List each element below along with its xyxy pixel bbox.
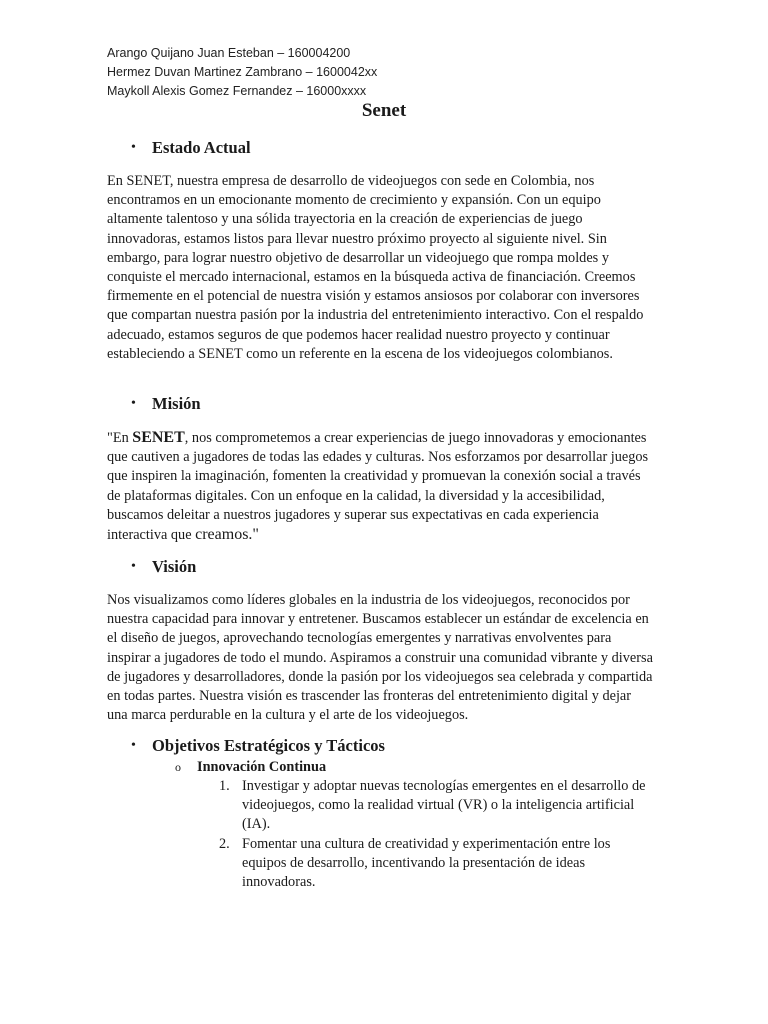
author-list (107, 44, 377, 101)
list-text: Investigar y adoptar nuevas tecnologías emergentes en el desarrollo de videojuegos, como la realidad virtual (VR) o la inteligencia artificial (IA). (242, 778, 646, 833)
brand-name: SENET (132, 429, 185, 446)
list-item (107, 835, 655, 893)
subsection-heading (107, 758, 655, 777)
list-text: Fomentar una cultura de creatividad y experimentación entre los equipos de desarrollo, incentivando la presentación de ideas innovadoras. (242, 835, 611, 891)
bullet-icon: • (131, 738, 136, 753)
list-number: 1. (219, 778, 230, 794)
bullet-icon: • (131, 140, 136, 155)
section-vision (107, 557, 655, 725)
author-line: Maykoll Alexis Gomez Fernandez – 16000xxxx (107, 84, 367, 98)
circle-bullet-icon: o (175, 760, 181, 774)
document-title: Senet (361, 100, 407, 121)
section-paragraph (107, 428, 655, 545)
section-heading (107, 736, 655, 756)
paragraph-ending: creamos." (195, 526, 259, 544)
list-item (107, 777, 655, 835)
list-number: 2. (219, 835, 230, 852)
section-objetivos (107, 736, 655, 892)
quote-prefix: "En (107, 430, 133, 446)
paragraph-body: , nos comprometemos a crear experiencias de juego innovadoras y emocionantes que cautiven a jugadores de todas las edades y culturas. Nos esforzamos por desarrollar juegos que inspiren la imaginación, fomenten la creatividad y promuevan la conexión social a través de plataformas digitales. Con un enfoque en la calidad, la diversidad y la accesibilidad, buscamos deleitar a nuestros jugadores y superar sus expectativas en cada experiencia interactiva que (107, 430, 649, 544)
heading-text: Misión (152, 394, 201, 413)
heading-text: Estado Actual (152, 138, 251, 157)
section-heading (107, 557, 655, 577)
author-line: Arango Quijano Juan Esteban – 160004200 (107, 46, 351, 60)
subheading-text: Innovación Continua (197, 759, 327, 775)
section-paragraph: Nos visualizamos como líderes globales en la industria de los videojuegos, reconocidos por nuestra capacidad para innovar y entretener. Buscamos establecer un estándar de excelencia en el diseño de juegos, aprovechando tecnologías emergentes y narrativas envolventes para inspirar a jugadores de todo el mundo. Aspiramos a construir una comunidad vibrante y diversa de jugadores y desarrolladores, donde la pasión por los videojuegos sea celebrada y compartida en todas partes. Nuestra visión es trascender las fronteras del entretenimiento digital y dejar una marca perdurable en la cultura y el arte de los videojuegos. (107, 592, 653, 724)
section-mision (107, 394, 655, 545)
bullet-icon: • (131, 396, 136, 411)
section-heading (107, 138, 655, 158)
heading-text: Visión (152, 557, 197, 576)
section-paragraph: En SENET, nuestra empresa de desarrollo de videojuegos con sede en Colombia, nos encontramos en un emocionante momento de crecimiento y expansión. Con un equipo altamente talentoso y una sólida trayectoria en la creación de experiencias de juego innovadoras, estamos listos para llevar nuestro próximo proyecto al siguiente nivel. Sin embargo, para lograr nuestro objetivo de desarrollar un videojuego que rompa moldes y conquiste el mercado internacional, estamos en la búsqueda activa de financiación. Creemos firmemente en el potencial de nuestra visión y estamos ansiosos por colaborar con inversores que compartan nuestra pasión por la industria del entretenimiento interactivo. Con el respaldo adecuado, estamos seguros de que podemos hacer realidad nuestro proyecto y continuar estableciendo a SENET como un referente en la escena de los videojuegos colombianos. (107, 173, 644, 362)
section-estado-actual (107, 138, 655, 364)
section-heading (107, 394, 655, 414)
heading-text: Objetivos Estratégicos y Tácticos (152, 736, 385, 755)
ordered-list (107, 777, 655, 892)
bullet-icon: • (131, 559, 136, 574)
author-line: Hermez Duvan Martinez Zambrano – 1600042xx (107, 65, 378, 79)
